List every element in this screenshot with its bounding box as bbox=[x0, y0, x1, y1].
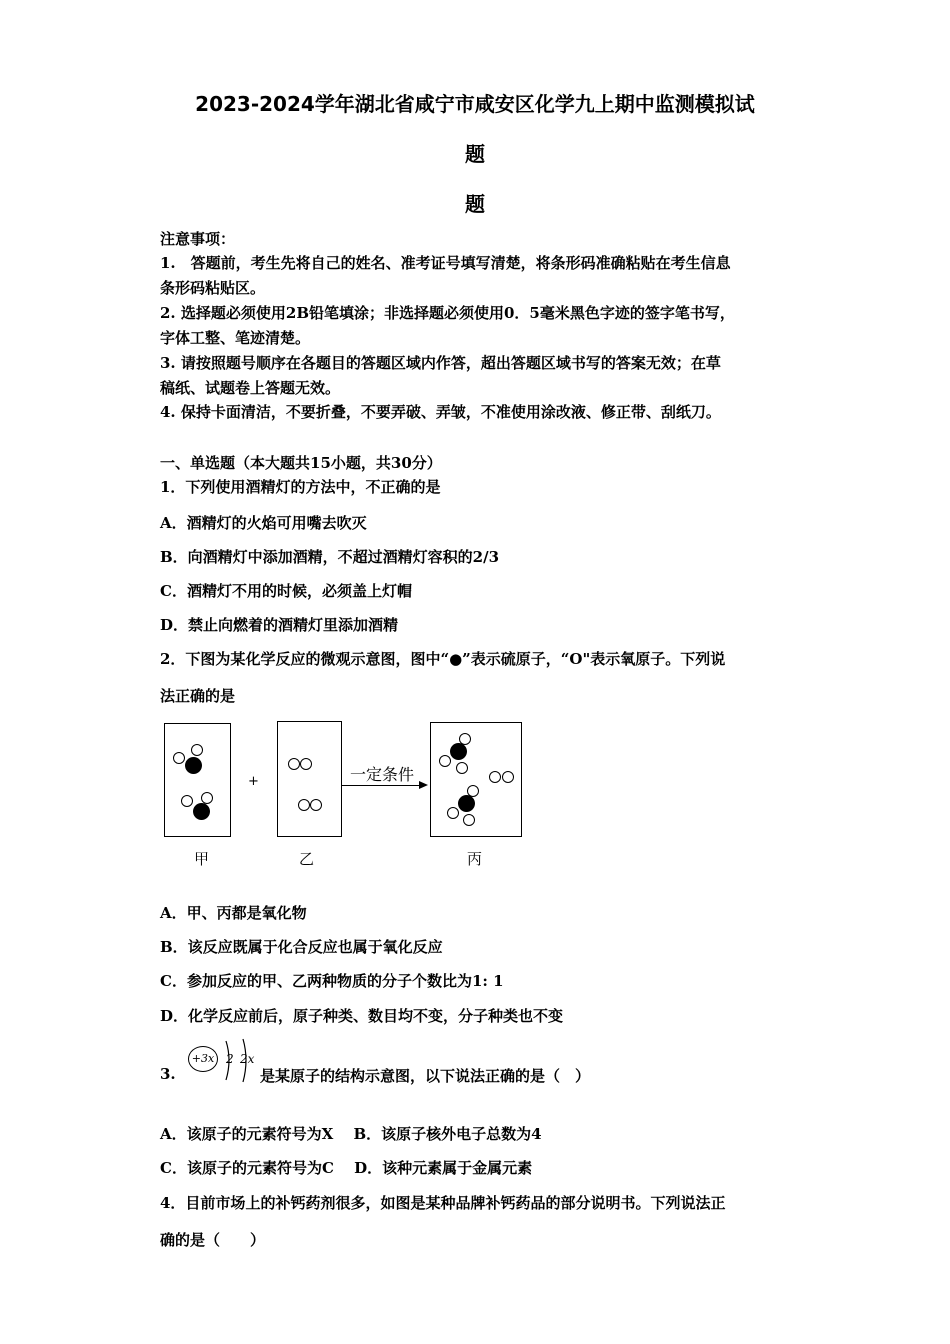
question-3-number: 3. bbox=[160, 1065, 176, 1083]
oxygen-atom bbox=[191, 744, 203, 756]
question-1-option-b: B．向酒精灯中添加酒精，不超过酒精灯容积的2/3 bbox=[160, 548, 500, 566]
section-heading: 一、单选题（本大题共15小题，共30分） bbox=[160, 454, 442, 472]
shell-2-electrons: 2x bbox=[240, 1052, 255, 1066]
question-4-stem-continued: 确的是（ ） bbox=[160, 1231, 266, 1249]
question-1-option-d: D．禁止向燃着的酒精灯里添加酒精 bbox=[160, 616, 399, 634]
question-2-option-b: B．该反应既属于化合反应也属于氧化反应 bbox=[160, 938, 443, 956]
oxygen-atom bbox=[300, 758, 312, 770]
question-1-option-a: A．酒精灯的火焰可用嘴去吹灭 bbox=[160, 514, 367, 532]
product-box bbox=[430, 722, 522, 837]
question-2-stem-continued: 法正确的是 bbox=[160, 687, 236, 705]
reactant-a-box bbox=[164, 723, 231, 837]
notice-line: 4. 保持卡面清洁，不要折叠，不要弄破、弄皱，不准使用涂改液、修正带、刮纸刀。 bbox=[160, 403, 721, 421]
question-3-options-ab: A．该原子的元素符号为X B．该原子核外电子总数为4 bbox=[160, 1125, 542, 1143]
label-reactant-a: 甲 bbox=[194, 850, 210, 868]
question-1-option-c: C．酒精灯不用的时候，必须盖上灯帽 bbox=[160, 582, 412, 600]
sulfur-atom bbox=[458, 795, 475, 812]
page-title: 2023-2024学年湖北省咸宁市咸安区化学九上期中监测模拟试 bbox=[195, 92, 755, 116]
oxygen-atom bbox=[310, 799, 322, 811]
plus-sign: + bbox=[248, 774, 259, 789]
oxygen-atom bbox=[456, 762, 468, 774]
question-2-option-d: D．化学反应前后，原子种类、数目均不变，分子种类也不变 bbox=[160, 1007, 564, 1025]
notice-line: 字体工整、笔迹清楚。 bbox=[160, 329, 311, 347]
arrow-head-icon bbox=[419, 781, 428, 789]
notice-line: 条形码粘贴区。 bbox=[160, 279, 266, 297]
notice-line: 1. 答题前，考生先将自己的姓名、准考证号填写清楚，将条形码准确粘贴在考生信息 bbox=[160, 254, 731, 272]
sulfur-atom bbox=[185, 757, 202, 774]
reaction-condition-label: 一定条件 bbox=[350, 765, 415, 784]
question-2-option-c: C．参加反应的甲、乙两种物质的分子个数比为1: 1 bbox=[160, 972, 504, 990]
oxygen-atom bbox=[502, 771, 514, 783]
notice-line: 3. 请按照题号顺序在各题目的答题区域内作答，超出答题区域书写的答案无效；在草 bbox=[160, 354, 721, 372]
oxygen-atom bbox=[489, 771, 501, 783]
oxygen-atom bbox=[447, 807, 459, 819]
label-reactant-b: 乙 bbox=[299, 850, 315, 868]
oxygen-atom bbox=[298, 799, 310, 811]
question-4-stem: 4．目前市场上的补钙药剂很多，如图是某种品牌补钙药品的部分说明书。下列说法正 bbox=[160, 1194, 726, 1212]
oxygen-atom bbox=[181, 795, 193, 807]
label-product: 丙 bbox=[467, 850, 483, 868]
question-2-option-a: A．甲、丙都是氧化物 bbox=[160, 904, 307, 922]
question-3-stem: 是某原子的结构示意图，以下说法正确的是（ ） bbox=[260, 1067, 591, 1085]
nucleus: +3x bbox=[188, 1046, 218, 1072]
question-1-stem: 1．下列使用酒精灯的方法中，不正确的是 bbox=[160, 478, 441, 496]
page-title-continued: 题 bbox=[465, 142, 485, 166]
sulfur-atom bbox=[193, 803, 210, 820]
oxygen-atom bbox=[463, 814, 475, 826]
reaction-arrow-line bbox=[342, 785, 420, 786]
notice-line: 稿纸、试题卷上答题无效。 bbox=[160, 379, 341, 397]
notice-heading: 注意事项： bbox=[160, 230, 236, 248]
page-title-repeated: 题 bbox=[465, 192, 485, 216]
notice-line: 2. 选择题必须使用2B铅笔填涂；非选择题必须使用0．5毫米黑色字迹的签字笔书写， bbox=[160, 304, 735, 322]
oxygen-atom bbox=[173, 752, 185, 764]
oxygen-atom bbox=[288, 758, 300, 770]
oxygen-atom bbox=[439, 755, 451, 767]
sulfur-atom bbox=[450, 743, 467, 760]
question-3-options-cd: C．该原子的元素符号为C D．该种元素属于金属元素 bbox=[160, 1159, 533, 1177]
reactant-b-box bbox=[277, 721, 342, 837]
question-2-stem: 2．下图为某化学反应的微观示意图，图中“●”表示硫原子，“O"表示氧原子。下列说 bbox=[160, 650, 726, 668]
shell-1-electrons: 2 bbox=[226, 1052, 234, 1066]
